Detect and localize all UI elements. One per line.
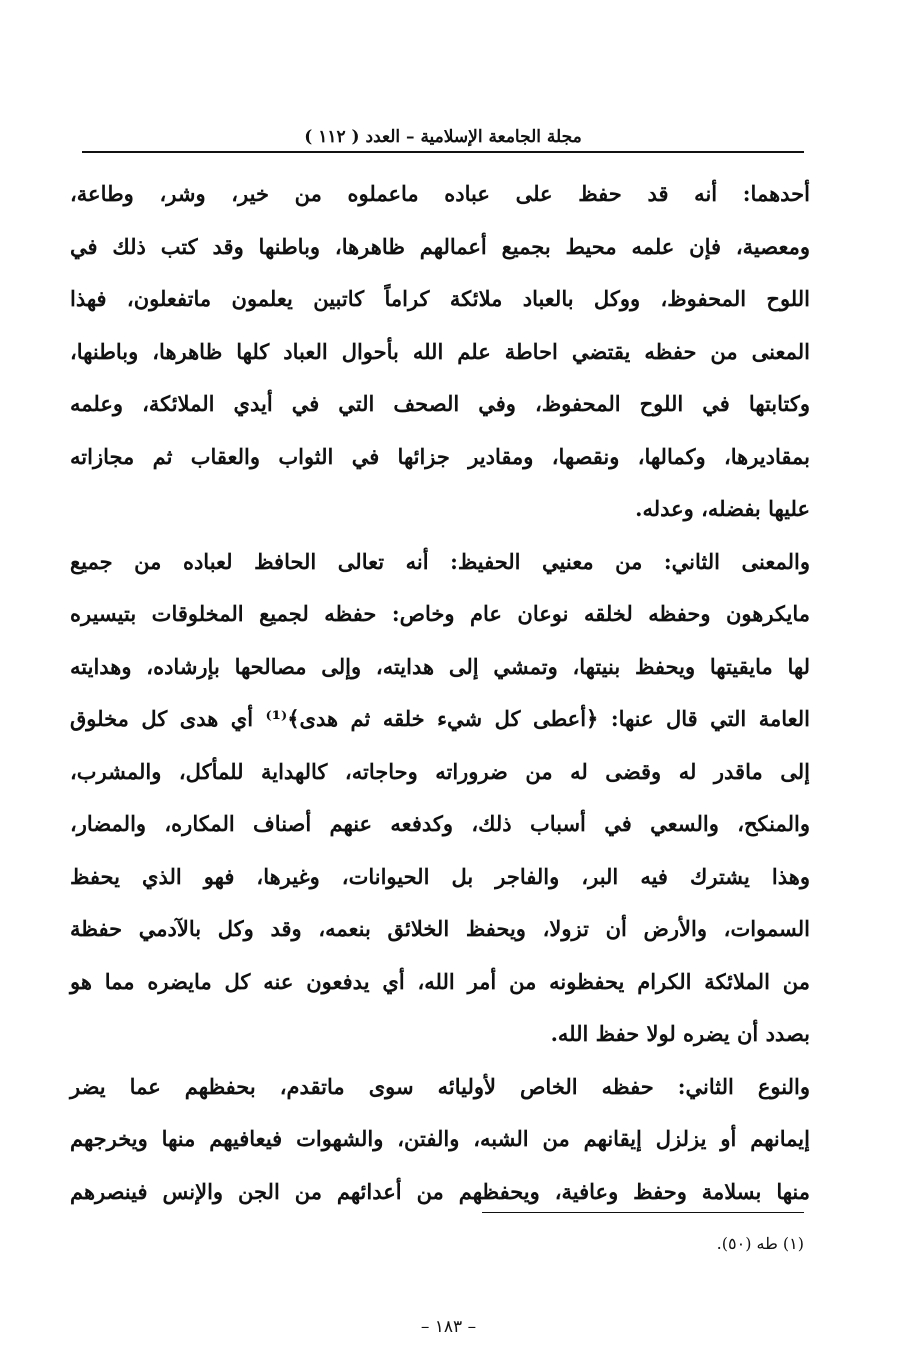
text-line: المعنى من حفظه يقتضي احاطة علم الله بأحوال العباد كلها ظاهرها، وباطنها، <box>70 338 810 364</box>
text-line: إيمانهم أو يزلزل إيقانهم من الشبه، والفتن، والشهوات فيعافيهم منها ويخرجهم <box>70 1126 810 1151</box>
text-line: اللوح المحفوظ، ووكل بالعباد ملائكة كراماً كاتبين يعلمون ماتفعلون، فهذا <box>70 286 810 311</box>
footnote-divider <box>482 1212 804 1213</box>
text-line: وكتابتها في اللوح المحفوظ، وفي الصحف التي في أيدي الملائكة، وعلمه <box>70 391 810 416</box>
text-line: مايكرهون وحفظه لخلقه نوعان عام وخاص: حفظه لجميع المخلوقات بتيسيره <box>70 601 810 626</box>
running-header: مجلة الجامعة الإسلامية – العدد ( ١١٢ ) <box>304 127 582 147</box>
text-line: والنوع الثاني: حفظه الخاص لأوليائه سوى ماتقدم، بحفظهم عما يضر <box>70 1073 810 1099</box>
text-line: السموات، والأرض أن تزولا، ويحفظ الخلائق بنعمه، وقد وكل بالآدمي حفظة <box>70 916 810 941</box>
page-number: – ١٨٣ – <box>420 1317 477 1337</box>
text-line: من الملائكة الكرام يحفظونه من أمر الله، أي يدفعون عنه كل مايضره مما هو <box>70 968 810 994</box>
text-line-with-footnote-ref: العامة التي قال عنها: ﴿أعطى كل شيء خلقه ثم هدى﴾⁽¹⁾ أي هدى كل مخلوق <box>70 706 810 731</box>
header-divider <box>82 151 804 153</box>
text-line: بمقاديرها، وكمالها، ونقصها، ومقادير جزائها في الثواب والعقاب ثم مجازاته <box>70 443 810 469</box>
text-line: وهذا يشترك فيه البر، والفاجر بل الحيوانات، وغيرها، فهو الذي يحفظ <box>70 863 810 889</box>
text-line: عليها بفضله، وعدله. <box>635 496 810 521</box>
text-line: ومعصية، فإن علمه محيط بجميع أعمالهم ظاهرها، وباطنها وقد كتب ذلك في <box>70 233 810 259</box>
text-line: لها مايقيتها ويحفظ بنيتها، وتمشي إلى هدايته، وإلى مصالحها بإرشاده، وهدايته <box>70 653 810 679</box>
text-line: والمعنى الثاني: من معنيي الحفيظ: أنه تعالى الحافظ لعباده من جميع <box>70 548 810 574</box>
text-line: والمنكح، والسعي في أسباب ذلك، وكدفعه عنهم أصناف المكاره، والمضار، <box>70 811 810 836</box>
text-line: منها بسلامة وحفظ وعافية، ويحفظهم من أعدائهم من الجن والإنس فينصرهم <box>70 1178 810 1204</box>
text-line: أحدهما: أنه قد حفظ على عباده ماعملوه من خير، وشر، وطاعة، <box>70 181 810 206</box>
paragraph-1 <box>70 168 810 536</box>
paragraph-3 <box>70 1061 810 1219</box>
footnote: (١) طه (٥٠). <box>716 1234 804 1253</box>
text-line: بصدد أن يضره لولا حفظ الله. <box>550 1021 810 1046</box>
paragraph-2 <box>70 536 810 1061</box>
text-line: إلى ماقدر له وقضى له من ضروراته وحاجاته، كالهداية للمأكل، والمشرب، <box>70 758 810 784</box>
body-text <box>70 168 810 1218</box>
